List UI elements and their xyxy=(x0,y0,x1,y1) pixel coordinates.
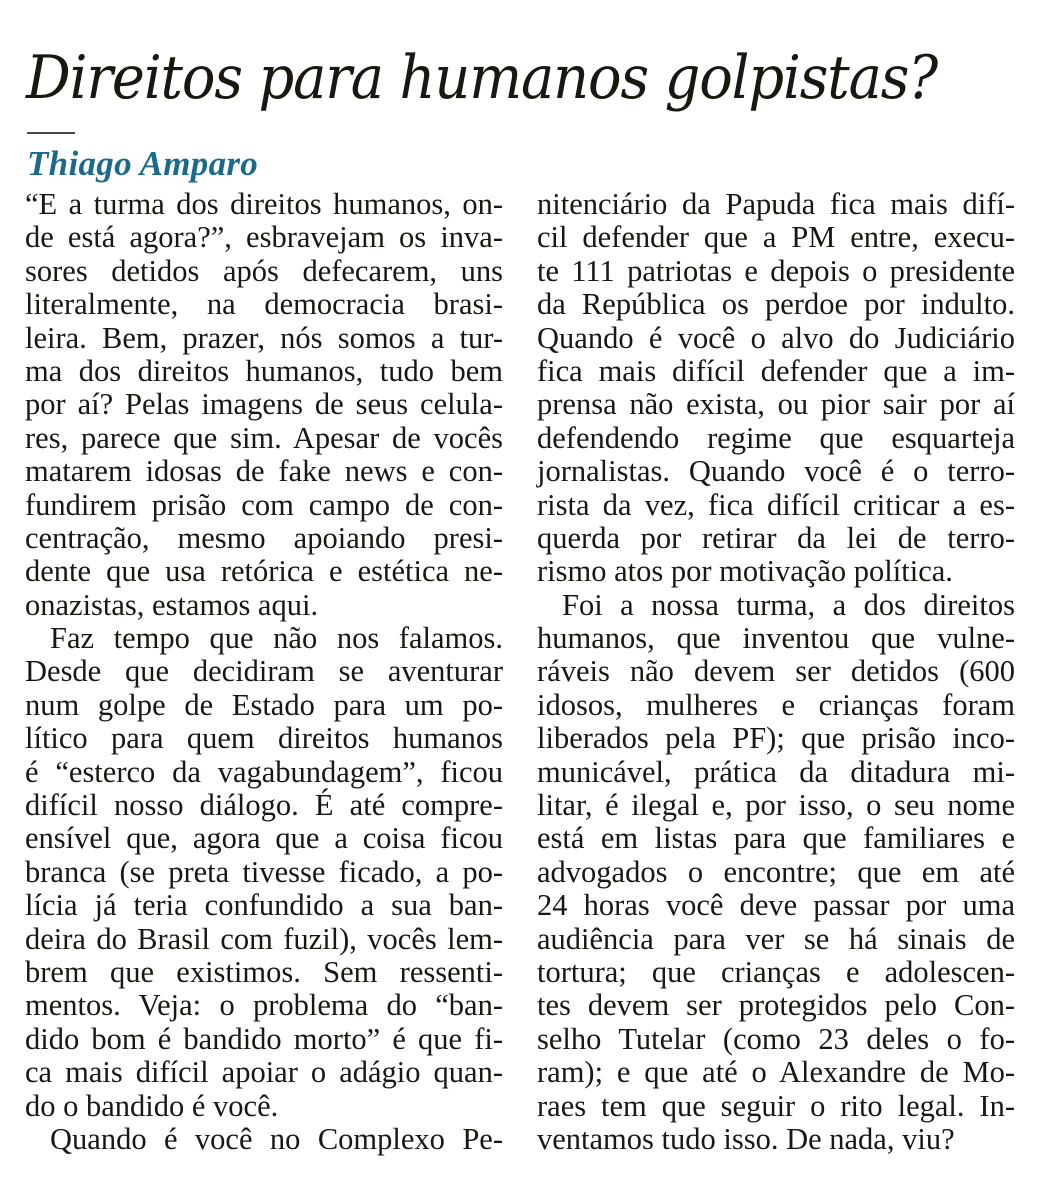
body-text-line: jornalistas. Quando você é o terro- xyxy=(537,454,1015,489)
body-text-line: matarem idosas de fake news e con- xyxy=(25,454,503,489)
body-text-line: está em listas para que familiares e xyxy=(537,821,1015,856)
body-text-line: ca mais difícil apoiar o adágio quan- xyxy=(25,1055,503,1090)
body-text-line: ventamos tudo isso. De nada, viu? xyxy=(537,1121,955,1156)
body-text-line: audiência para ver se há sinais de xyxy=(537,921,1015,956)
body-text-line: Desde que decidiram se aventurar xyxy=(25,654,503,689)
body-text-line: te 111 patriotas e depois o presidente xyxy=(537,253,1015,288)
body-text-line: num golpe de Estado para um po- xyxy=(25,687,503,722)
body-text-line: rismo atos por motivação política. xyxy=(537,554,953,589)
body-text-line: brem que existimos. Sem ressenti- xyxy=(25,954,503,989)
body-text-line: prensa não exista, ou pior sair por aí xyxy=(537,387,1015,422)
body-text-line: dente que usa retórica e estética ne- xyxy=(25,554,503,589)
body-text-line: rista da vez, fica difícil criticar a es- xyxy=(537,487,1015,522)
body-text-line: literalmente, na democracia brasi- xyxy=(25,287,503,322)
body-text-line: do o bandido é você. xyxy=(25,1088,279,1123)
body-text-line: “E a turma dos direitos humanos, on- xyxy=(25,187,503,221)
body-text-line: ma dos direitos humanos, tudo bem xyxy=(25,353,503,388)
body-text-line: advogados o encontre; que em até xyxy=(537,854,1015,889)
body-text-line: deira do Brasil com fuzil), vocês lem- xyxy=(25,921,503,956)
body-text-line: municável, prática da ditadura mi- xyxy=(537,754,1015,789)
body-text-line: liberados pela PF); que prisão inco- xyxy=(537,721,1015,756)
body-text-line: tes devem ser protegidos pelo Con- xyxy=(537,988,1015,1023)
body-text-line: res, parece que sim. Apesar de vocês xyxy=(25,420,503,455)
body-text-line: defendendo regime que esquarteja xyxy=(537,420,1015,455)
article-column-left xyxy=(25,188,503,1156)
body-text-line: Faz tempo que não nos falamos. xyxy=(50,621,503,656)
author-byline: Thiago Amparo xyxy=(27,144,259,183)
article-column-right xyxy=(537,188,1015,1156)
body-text-line: fica mais difícil defender que a im- xyxy=(537,353,1015,388)
body-text-line: é “esterco da vagabundagem”, ficou xyxy=(25,754,503,789)
body-text-line: raes tem que seguir o rito legal. In- xyxy=(537,1088,1015,1123)
body-text-line: querda por retirar da lei de terro- xyxy=(537,520,1015,555)
body-text-line: lícia já teria confundido a sua ban- xyxy=(25,888,503,923)
body-text-line: difícil nosso diálogo. É até compre- xyxy=(25,788,503,823)
body-text-line: da República os perdoe por indulto. xyxy=(537,287,1015,322)
body-text-line: lítico para quem direitos humanos xyxy=(25,721,503,756)
body-text-line: leira. Bem, prazer, nós somos a tur- xyxy=(25,320,503,355)
body-text-line: 24 horas você deve passar por uma xyxy=(537,888,1015,923)
body-text-line: ram); e que até o Alexandre de Mo- xyxy=(537,1055,1015,1090)
body-text-line: ráveis não devem ser detidos (600 xyxy=(537,654,1015,689)
body-text-line: branca (se preta tivesse ficado, a po- xyxy=(25,854,503,889)
body-text-line: dido bom é bandido morto” é que fi- xyxy=(25,1021,503,1056)
body-text-line: mentos. Veja: o problema do “ban- xyxy=(25,988,503,1023)
body-text-line: por aí? Pelas imagens de seus celula- xyxy=(25,387,503,422)
body-text-line: de está agora?”, esbravejam os inva- xyxy=(25,220,503,255)
byline-divider xyxy=(27,132,75,134)
body-text-line: fundirem prisão com campo de con- xyxy=(25,487,503,522)
body-text-line: nitenciário da Papuda fica mais difí- xyxy=(537,187,1015,221)
body-text-line: litar, é ilegal e, por isso, o seu nome xyxy=(537,788,1015,823)
body-text-line: sores detidos após defecarem, uns xyxy=(25,253,503,288)
body-text-line: onazistas, estamos aqui. xyxy=(25,587,319,622)
body-text-line: Quando é você no Complexo Pe- xyxy=(50,1121,503,1156)
body-text-line: selho Tutelar (como 23 deles o fo- xyxy=(537,1021,1015,1056)
body-text-line: humanos, que inventou que vulne- xyxy=(537,621,1015,656)
headline: Direitos para humanos golpistas? xyxy=(26,43,938,113)
body-text-line: tortura; que crianças e adolescen- xyxy=(537,954,1015,989)
body-text-line: Quando é você o alvo do Judiciário xyxy=(537,320,1015,355)
body-text-line: idosos, mulheres e crianças foram xyxy=(537,687,1015,722)
body-text-line: Foi a nossa turma, a dos direitos xyxy=(562,587,1015,622)
body-text-line: cil defender que a PM entre, execu- xyxy=(537,220,1015,255)
body-text-line: ensível que, agora que a coisa ficou xyxy=(25,821,503,856)
body-text-line: centração, mesmo apoiando presi- xyxy=(25,520,503,555)
